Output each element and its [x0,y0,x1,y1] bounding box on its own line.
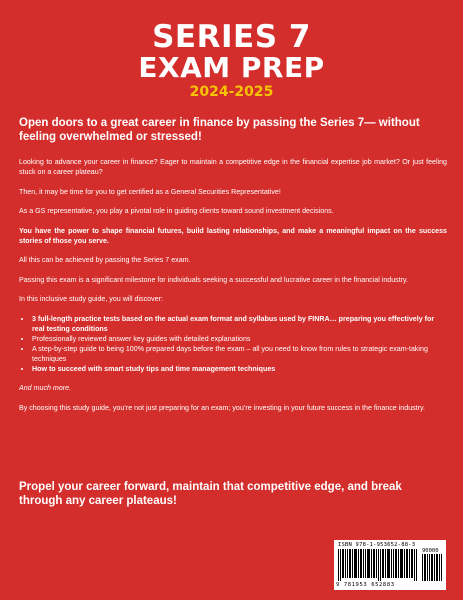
paragraph-achieve: All this can be achieved by passing the Series 7 exam. [19,256,191,264]
title-block [0,19,463,101]
description-body [19,116,447,422]
list-item: • A step-by-step guide to being 100% prepared days before the exam – all you need to know from rules to strategic exam-taking techniques [32,344,447,364]
paragraph-certification: Then, it may be time for you to get certified as a General Securities Representative! [19,187,281,196]
paragraph-impact: You have the power to shape financial futures, build lasting relationships, and make a meaningful impact on the success stories of those you serve. [19,226,447,245]
list-item: • Professionally reviewed answer key guides with detailed explanations [32,334,447,344]
title-line-1: SERIES 7 [152,19,311,55]
title-line-2: EXAM PREP [138,51,325,84]
year-label: 2024-2025 [189,84,274,100]
list-item: • 3 full-length practice tests based on the actual exam format and syllabus used by FINRA… preparing you effectively for real testing conditions [32,314,447,334]
price-addon-label: 90000 [422,548,439,554]
paragraph-more: And much more. [19,384,72,392]
paragraph-investing: By choosing this study guide, you’re not just preparing for an exam; you’re investing in your future success in the finance industry. [19,403,426,412]
paragraph-discover: In this inclusive study guide, you will discover: [19,295,163,303]
paragraph-intro: Looking to advance your career in finance? Eager to maintain a competitive edge in the financial expertise job market? Or just feeling stuck on a career plateau? [19,158,447,176]
list-item: • How to succeed with smart study tips and time management techniques [32,364,447,374]
closing-statement: Propel your career forward, maintain that competitive edge, and break through any career plateaus! [19,481,402,507]
addon-barcode-bars [422,554,442,581]
paragraph-milestone: Passing this exam is a significant milestone for individuals seeking a successful and lucrative career in the financial industry. [19,275,409,284]
barcode-number: 9 781953 652883 [336,582,395,588]
lead-statement: Open doors to a great career in finance by passing the Series 7— without feeling overwhelmed or stressed! [19,117,420,143]
isbn-barcode [334,540,446,590]
isbn-label: ISBN 978-1-953652-88-3 [338,542,416,548]
barcode-bars [338,549,420,581]
feature-list [19,314,447,374]
paragraph-role: As a GS representative, you play a pivotal role in guiding clients toward sound investment decisions. [19,207,334,215]
